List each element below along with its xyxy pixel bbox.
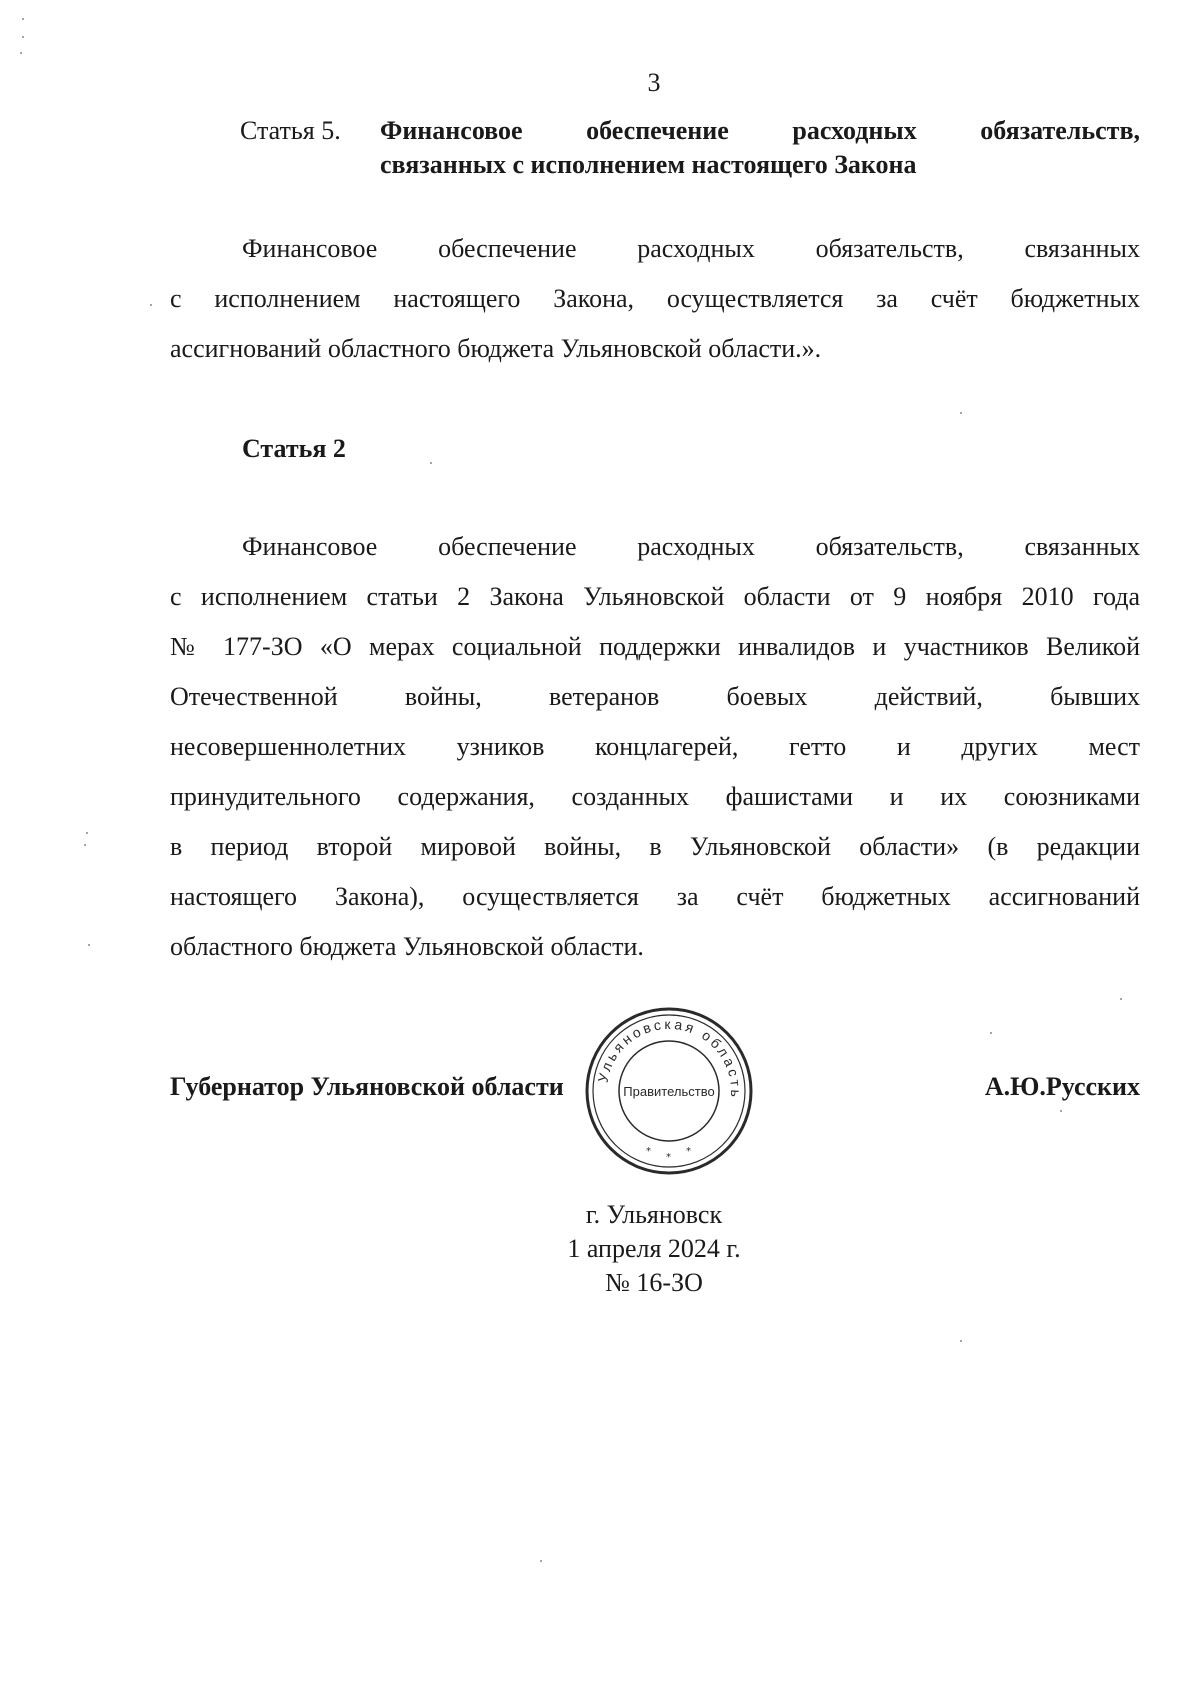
place: г. Ульяновск — [585, 1200, 723, 1229]
date: 1 апреля 2024 г. — [567, 1234, 741, 1263]
paragraph-line: в период второй мировой войны, в Ульяновской области» (в редакции — [170, 832, 1140, 861]
paragraph-line: областного бюджета Ульяновской области. — [170, 932, 644, 961]
paragraph-2 — [170, 522, 1140, 972]
paragraph-line: Финансовое обеспечение расходных обязательств, связанных — [242, 532, 1140, 561]
seal-center-text: Правительство — [623, 1084, 715, 1099]
article-5-title-line-1: Финансовое обеспечение расходных обязательств, — [380, 116, 1140, 145]
paragraph-line: настоящего Закона), осуществляется за счёт бюджетных ассигнований — [170, 882, 1140, 911]
svg-text:*: * — [686, 1146, 691, 1157]
paragraph-line: Отечественной войны, ветеранов боевых действий, бывших — [170, 682, 1140, 711]
paragraph-1 — [170, 224, 1140, 374]
law-number: № 16-ЗО — [605, 1268, 703, 1297]
place-date-block — [54, 1198, 1200, 1300]
signatory-name: А.Ю.Русских — [984, 1072, 1140, 1101]
paragraph-line: № 177-ЗО «О мерах социальной поддержки инвалидов и участников Великой — [170, 632, 1140, 661]
paragraph-line: ассигнований областного бюджета Ульяновской области.». — [170, 334, 822, 363]
article-5-title — [380, 114, 1140, 182]
paragraph-line: с исполнением статьи 2 Закона Ульяновской области от 9 ноября 2010 года — [170, 582, 1140, 611]
paragraph-line: с исполнением настоящего Закона, осуществляется за счёт бюджетных — [170, 284, 1140, 313]
article-5-title-line-2: связанных с исполнением настоящего Закона — [380, 150, 917, 179]
signatory-position: Губернатор Ульяновской области — [170, 1072, 564, 1101]
paragraph-line: принудительного содержания, созданных фашистами и их союзниками — [170, 782, 1140, 811]
official-seal-icon — [584, 1006, 754, 1176]
paragraph-line: Финансовое обеспечение расходных обязательств, связанных — [242, 234, 1140, 263]
article-5-label: Статья 5. — [240, 116, 341, 145]
svg-text:*: * — [646, 1146, 651, 1157]
article-2-heading: Статья 2 — [242, 434, 346, 463]
seal-ring-text: Ульяновская область — [594, 1015, 745, 1101]
paragraph-line: несовершеннолетних узников концлагерей, гетто и других мест — [170, 732, 1140, 761]
svg-text:*: * — [666, 1152, 671, 1163]
page-number: 3 — [647, 68, 661, 97]
